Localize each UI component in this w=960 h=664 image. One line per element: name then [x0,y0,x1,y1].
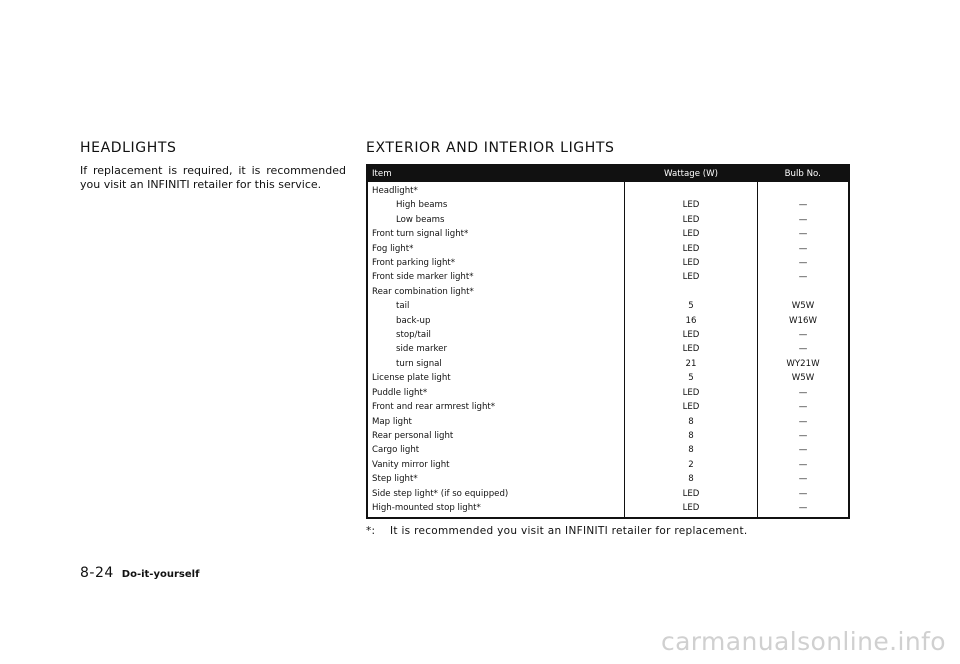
column-header-wattage: Wattage (W) [625,165,758,182]
table-row [367,501,849,518]
cell-item: side marker [367,342,625,356]
cell-wattage [625,182,758,198]
cell-item: Front parking light* [367,256,625,270]
footnote [366,525,850,537]
cell-item: Front and rear armrest light* [367,400,625,414]
table-row [367,256,849,270]
table-row [367,314,849,328]
cell-bulb: W5W [791,301,815,312]
cell-bulb: WY21W [786,358,820,369]
cell-wattage: LED [625,400,758,414]
cell-item: Headlight* [367,182,625,198]
table-row [367,227,849,241]
cell-item: Puddle light* [367,386,625,400]
cell-wattage: LED [625,328,758,342]
cell-bulb: — [798,474,808,485]
table-row [367,357,849,371]
cell-item: tail [367,299,625,313]
cell-bulb: — [798,258,808,269]
cell-bulb: — [798,272,808,283]
footnote-mark: *: [366,525,376,538]
cell-bulb [758,285,850,299]
cell-wattage: 5 [625,299,758,313]
table-row [367,285,849,299]
cell-item: High beams [367,198,625,212]
cell-wattage: LED [625,198,758,212]
lights-heading: EXTERIOR AND INTERIOR LIGHTS [366,140,615,156]
cell-wattage: 8 [625,415,758,429]
cell-wattage: LED [625,501,758,518]
cell-bulb: — [798,387,808,398]
cell-wattage: LED [625,270,758,284]
cell-wattage: 8 [625,443,758,457]
cell-item: Cargo light [367,443,625,457]
cell-bulb: — [798,416,808,427]
cell-bulb: — [798,330,808,341]
table-row [367,242,849,256]
table-row [367,415,849,429]
cell-item: Step light* [367,472,625,486]
table-header-row [367,165,849,182]
cell-item: Rear combination light* [367,285,625,299]
chapter-name: Do-it-yourself [121,569,200,580]
table-row [367,328,849,342]
cell-bulb: — [798,430,808,441]
table-row [367,487,849,501]
page-number: 8-24 [80,565,114,581]
table-row [367,182,849,198]
cell-wattage: LED [625,386,758,400]
cell-item: Low beams [367,213,625,227]
cell-item: Side step light* (if so equipped) [367,487,625,501]
cell-bulb: W5W [791,373,815,384]
cell-bulb: — [798,459,808,470]
cell-wattage: 8 [625,429,758,443]
table-row [367,429,849,443]
table-row [367,299,849,313]
column-header-item: Item [367,165,625,182]
page-footer [80,562,199,581]
cell-item: Vanity mirror light [367,458,625,472]
cell-bulb: — [798,402,808,413]
cell-bulb: — [798,344,808,355]
cell-item: turn signal [367,357,625,371]
cell-item: stop/tail [367,328,625,342]
table-row [367,458,849,472]
cell-wattage: LED [625,487,758,501]
table-row [367,198,849,212]
cell-bulb: — [798,229,808,240]
cell-wattage: 16 [625,314,758,328]
lights-section [366,140,850,537]
cell-wattage: 8 [625,472,758,486]
cell-wattage [625,285,758,299]
watermark: carmanualsonline.info [660,627,946,656]
cell-wattage: 5 [625,371,758,385]
footnote-text: It is recommended you visit an INFINITI retailer for replacement. [390,525,748,538]
cell-wattage: LED [625,242,758,256]
cell-bulb: — [798,502,808,513]
column-header-bulb: Bulb No. [758,165,850,182]
cell-bulb: W16W [789,315,817,326]
cell-item: back-up [367,314,625,328]
cell-item: Fog light* [367,242,625,256]
cell-item: Map light [367,415,625,429]
cell-item: License plate light [367,371,625,385]
table-row [367,443,849,457]
cell-bulb: — [798,445,808,456]
cell-item: Front turn signal light* [367,227,625,241]
lights-table-body [367,182,849,518]
table-row [367,400,849,414]
cell-wattage: 2 [625,458,758,472]
cell-wattage: 21 [625,357,758,371]
table-row [367,342,849,356]
cell-wattage: LED [625,213,758,227]
lights-table [366,164,850,519]
table-row [367,386,849,400]
table-row [367,270,849,284]
table-row [367,371,849,385]
cell-item: Rear personal light [367,429,625,443]
table-row [367,472,849,486]
headlights-body: If replacement is required, it is recommended you visit an INFINITI retailer for this service. [80,164,346,191]
cell-bulb: — [798,200,808,211]
cell-item: Front side marker light* [367,270,625,284]
cell-wattage: LED [625,342,758,356]
cell-item: High-mounted stop light* [367,501,625,518]
cell-bulb [758,182,850,198]
cell-wattage: LED [625,256,758,270]
headlights-section [80,140,346,192]
cell-wattage: LED [625,227,758,241]
cell-bulb: — [798,214,808,225]
headlights-heading: HEADLIGHTS [80,140,177,156]
cell-bulb: — [798,243,808,254]
cell-bulb: — [798,488,808,499]
table-row [367,213,849,227]
